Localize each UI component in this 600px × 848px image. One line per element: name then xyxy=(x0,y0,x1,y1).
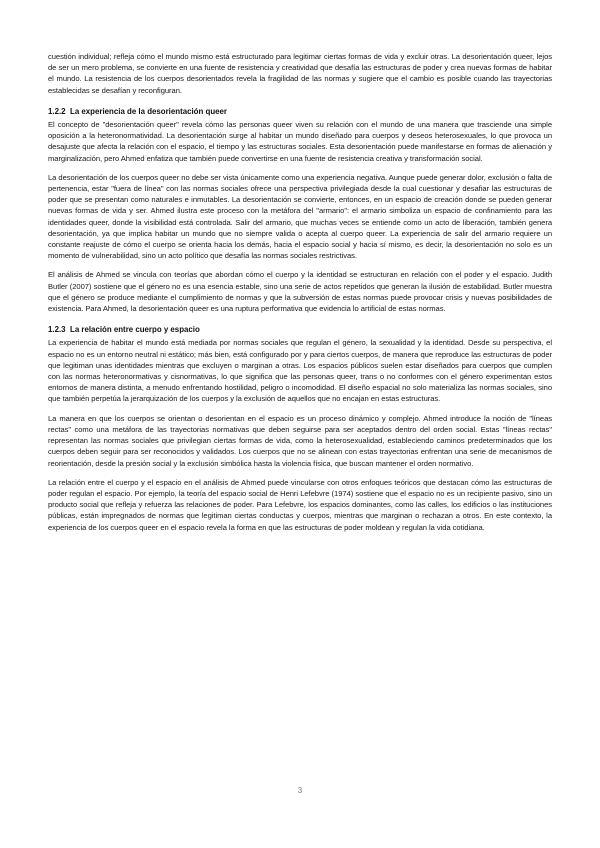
section-title: La experiencia de la desorientación queer xyxy=(70,106,227,116)
paragraph: El análisis de Ahmed se vincula con teorías que abordan cómo el cuerpo y la identidad se estructuran en relación con el poder y el espacio. Judith Butler (2007) sostiene que el género no es una esencia estable, sino una serie de actos repetidos que generan la ilusión de estabilidad. Butler muestra que el género se produce mediante el cumplimiento de normas y que la subversión de estas normas puede provocar crisis y nuevas posibilidades de existencia. Para Ahmed, la desorientación queer es una ruptura performativa que evidencia lo artificial de estas normas. xyxy=(48,270,552,314)
section-number: 1.2.2 xyxy=(48,106,66,116)
paragraph: La relación entre el cuerpo y el espacio en el análisis de Ahmed puede vincularse con otros enfoques teóricos que destacan cómo las estructuras de poder regulan el espacio. Por ejemplo, la teoría del espacio social de Henri Lefebvre (1974) sostiene que el espacio no es un recipiente pasivo, sino un producto social que refleja y refuerza las relaciones de poder. Para Lefebvre, los espacios dominantes, como las calles, los edificios o las instituciones públicas, están impregnados de normas que legitiman ciertas conductas y cuerpos, mientras que marginan o rechazan a otros. En este contexto, la experiencia de los cuerpos queer en el espacio revela la forma en que las estructuras de poder moldean y regulan la vida cotidiana. xyxy=(48,477,552,532)
page-content xyxy=(48,51,552,541)
page-number: 3 xyxy=(297,786,303,795)
section-heading-1-2-3 xyxy=(48,324,552,335)
paragraph: La experiencia de habitar el mundo está mediada por normas sociales que regulan el género, la sexualidad y la identidad. Desde su perspectiva, el espacio no es un entorno neutral ni estático; más bien, está configurado por y para ciertos cuerpos, de manera que reproduce las estructuras de poder que legitiman unas identidades mientras que excluyen o marginan a otras. Los espacios públicos suelen estar diseñados para cuerpos que cumplen con las normas heteronormativas y cisnormativas, lo que significa que las personas queer, trans o no conformes con el género experimentan estos entornos de manera distinta, a menudo enfrentando hostilidad, peligro o incomodidad. El diseño espacial no solo materializa las normas sociales, sino que también perpetúa la jerarquización de los cuerpos y la exclusión de aquellos que no encajan en estas estructuras. xyxy=(48,338,552,404)
paragraph: La desorientación de los cuerpos queer no debe ser vista únicamente como una experiencia negativa. Aunque puede generar dolor, exclusión o falta de pertenencia, estar "fuera de línea" con las normas sociales ofrece una perspectiva privilegiada desde la cual cuestionar y desafiar las estructuras de poder que se presentan como naturales e inmutables. La desorientación se convierte, entonces, en un espacio de creación donde se pueden generar nuevas formas de vida y ser. Ahmed ilustra este proceso con la metáfora del "armario": el armario simboliza un espacio de confinamiento para las identidades queer, donde la visibilidad está controlada. Salir del armario, que muchas veces se entiende como un acto de liberación, también genera desorientación, ya que implica habitar un mundo que no siempre valida o acepta al cuerpo queer. La experiencia de salir del armario requiere un constante reajuste de cómo el cuerpo se orienta hacia los demás, hacia el espacio social y hacia sí mismo, es decir, la desorientación no solo es un momento de vulnerabilidad, sino un acto político que desafía las normas sociales restrictivas. xyxy=(48,172,552,261)
paragraph-intro-continuation: cuestión individual; refleja cómo el mundo mismo está estructurado para legitimar ciertas formas de vida y excluir otras. La desorientación queer, lejos de ser un mero problema, se convierte en una fuente de resistencia y creatividad que desafía las estructuras de poder y crea nuevas formas de habitar el mundo. La resistencia de los cuerpos desorientados revela la fragilidad de las normas y sugiere que el cambio es posible cuando las trayectorias establecidas se desafían y reconfiguran. xyxy=(48,52,552,95)
paragraph: La manera en que los cuerpos se orientan o desorientan en el espacio es un proceso dinámico y complejo. Ahmed introduce la noción de "líneas rectas" como una metáfora de las trayectorias normativas que deben seguirse para ser aceptados dentro del orden social. Estas "líneas rectas" representan las normas sociales que privilegian ciertas formas de vida, como la heterosexualidad, estableciendo caminos predeterminados que los cuerpos deben seguir para ser reconocidos y validados. Los cuerpos que no se alinean con estas trayectorias enfrentan una serie de mecanismos de reorientación, desde la presión social y la exclusión simbólica hasta la violencia física, que buscan mantener el orden normativo. xyxy=(48,413,552,468)
section-number: 1.2.3 xyxy=(48,325,66,335)
section-title: La relación entre cuerpo y espacio xyxy=(70,325,200,335)
section-heading-1-2-2 xyxy=(48,106,552,117)
paragraph: El concepto de "desorientación queer" revela cómo las personas queer viven su relación con el mundo de una manera que trasciende una simple oposición a la heteronormatividad. La desorientación surge al habitar un mundo diseñado para cuerpos y deseos heterosexuales, lo que provoca un desajuste que afecta la relación con el espacio, el tiempo y las estructuras sociales. Esta desorientación puede manifestarse en formas de alienación y marginalización, pero Ahmed enfatiza que también puede convertirse en una fuente de resistencia creativa y transformación social. xyxy=(48,120,552,163)
